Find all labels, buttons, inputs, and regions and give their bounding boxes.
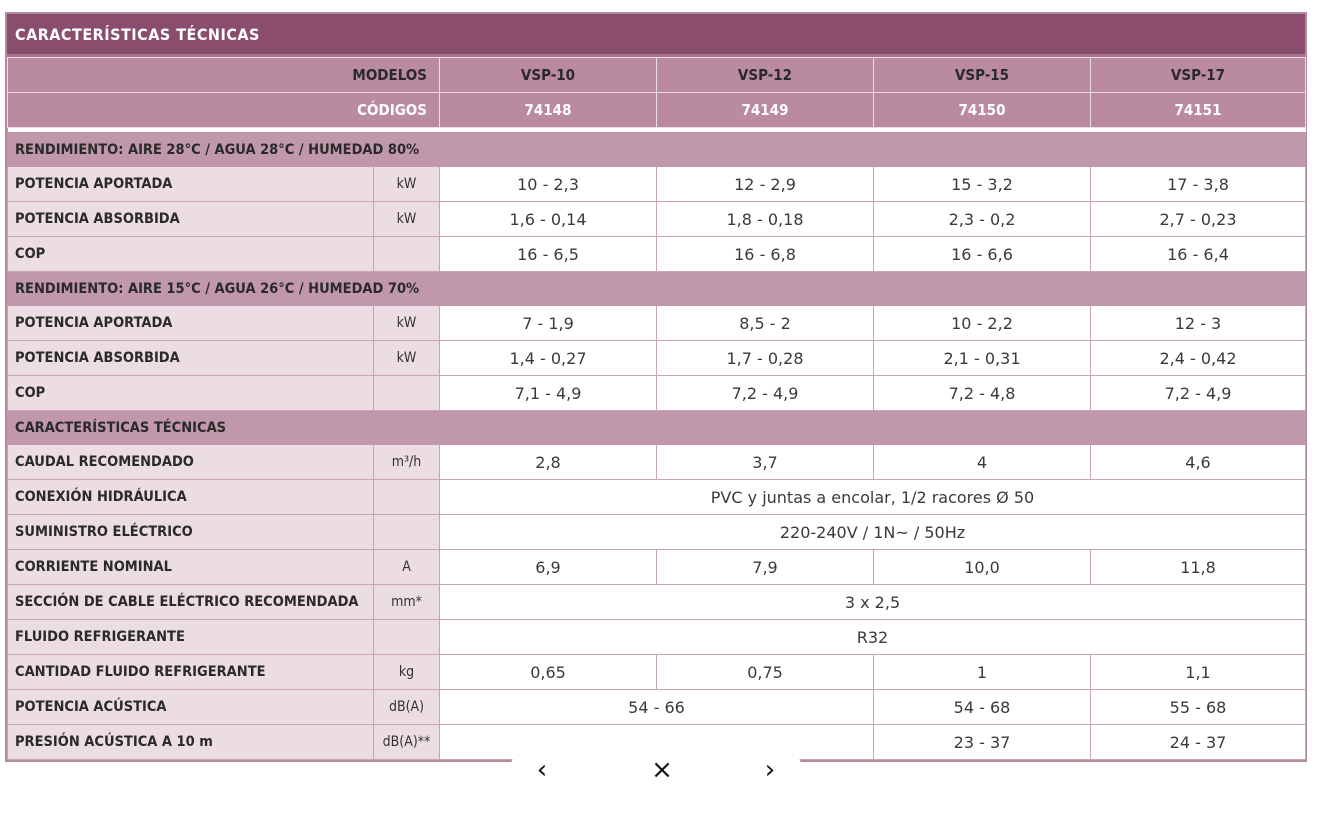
row-label: FLUIDO REFRIGERANTE [8, 620, 374, 655]
table-row [8, 585, 1306, 620]
table-row [8, 202, 1306, 237]
close-button[interactable] [620, 746, 704, 794]
value-cell: 1,7 - 0,28 [657, 341, 874, 376]
codes-row [8, 93, 1306, 128]
model-vsp-10: VSP-10 [440, 58, 657, 93]
codes-label: CÓDIGOS [8, 93, 440, 128]
row-unit: mm* [374, 585, 440, 620]
value-cell: 1,8 - 0,18 [657, 202, 874, 237]
value-cell: 0,75 [657, 655, 874, 690]
value-cell: 54 - 68 [874, 690, 1091, 725]
value-cell: 0,65 [440, 655, 657, 690]
value-cell: 2,1 - 0,31 [874, 341, 1091, 376]
row-unit: A [374, 550, 440, 585]
value-cell: 10 - 2,3 [440, 167, 657, 202]
row-unit [374, 376, 440, 411]
value-cell: 4 [874, 445, 1091, 480]
value-cell: 1 [874, 655, 1091, 690]
value-cell: 1,1 [1091, 655, 1306, 690]
row-label: COP [8, 376, 374, 411]
models-label: MODELOS [8, 58, 440, 93]
row-label: SECCIÓN DE CABLE ELÉCTRICO RECOMENDADA [8, 585, 374, 620]
row-unit: kW [374, 306, 440, 341]
chevron-right-icon: › [764, 755, 776, 785]
section-header [8, 272, 1306, 306]
value-cell: 16 - 6,5 [440, 237, 657, 272]
row-unit [374, 237, 440, 272]
code-cell: 74148 [440, 93, 657, 128]
value-cell: 15 - 3,2 [874, 167, 1091, 202]
model-vsp-17: VSP-17 [1091, 58, 1306, 93]
value-cell: 3,7 [657, 445, 874, 480]
row-label: CORRIENTE NOMINAL [8, 550, 374, 585]
table-row [8, 306, 1306, 341]
sheet-title: CARACTERÍSTICAS TÉCNICAS [7, 14, 1305, 57]
code-cell: 74150 [874, 93, 1091, 128]
next-button[interactable] [738, 746, 802, 794]
table-row [8, 515, 1306, 550]
previous-button[interactable] [510, 746, 574, 794]
value-cell: 12 - 3 [1091, 306, 1306, 341]
value-cell: 220-240V / 1N~ / 50Hz [440, 515, 1306, 550]
row-label: SUMINISTRO ELÉCTRICO [8, 515, 374, 550]
value-cell: PVC y juntas a encolar, 1/2 racores Ø 50 [440, 480, 1306, 515]
code-cell: 74151 [1091, 93, 1306, 128]
value-cell: 8,5 - 2 [657, 306, 874, 341]
value-cell: 2,3 - 0,2 [874, 202, 1091, 237]
row-label: CANTIDAD FLUIDO REFRIGERANTE [8, 655, 374, 690]
table-row [8, 445, 1306, 480]
close-icon: × [651, 755, 673, 785]
row-label: POTENCIA APORTADA [8, 167, 374, 202]
value-cell: 3 x 2,5 [440, 585, 1306, 620]
row-unit: kg [374, 655, 440, 690]
value-cell: 7,9 [657, 550, 874, 585]
specs-table [7, 57, 1306, 760]
value-cell: 2,8 [440, 445, 657, 480]
model-vsp-15: VSP-15 [874, 58, 1091, 93]
value-cell: 2,4 - 0,42 [1091, 341, 1306, 376]
value-cell: 1,6 - 0,14 [440, 202, 657, 237]
row-label: POTENCIA ABSORBIDA [8, 341, 374, 376]
value-cell: 10 - 2,2 [874, 306, 1091, 341]
table-row [8, 237, 1306, 272]
model-vsp-12: VSP-12 [657, 58, 874, 93]
section1-title: RENDIMIENTO: AIRE 28°C / AGUA 28°C / HUMEDAD 80% [8, 133, 1306, 167]
value-cell: 7,2 - 4,9 [657, 376, 874, 411]
code-cell: 74149 [657, 93, 874, 128]
value-cell: 11,8 [1091, 550, 1306, 585]
row-unit [374, 620, 440, 655]
gallery-controls [510, 746, 810, 796]
row-label: PRESIÓN ACÚSTICA A 10 m [8, 725, 374, 760]
value-cell: 10,0 [874, 550, 1091, 585]
value-cell: 7,2 - 4,8 [874, 376, 1091, 411]
value-cell: 7,2 - 4,9 [1091, 376, 1306, 411]
table-row [8, 167, 1306, 202]
table-row [8, 690, 1306, 725]
row-unit: m³/h [374, 445, 440, 480]
value-cell: 7,1 - 4,9 [440, 376, 657, 411]
row-label: CAUDAL RECOMENDADO [8, 445, 374, 480]
row-label: POTENCIA ABSORBIDA [8, 202, 374, 237]
section2-title: RENDIMIENTO: AIRE 15°C / AGUA 26°C / HUMEDAD 70% [8, 272, 1306, 306]
value-cell: 4,6 [1091, 445, 1306, 480]
specs-sheet [5, 12, 1307, 762]
table-row [8, 376, 1306, 411]
row-unit [374, 515, 440, 550]
row-unit [374, 480, 440, 515]
section-header [8, 133, 1306, 167]
section3-title: CARACTERÍSTICAS TÉCNICAS [8, 411, 1306, 445]
row-label: POTENCIA APORTADA [8, 306, 374, 341]
chevron-left-icon: ‹ [536, 755, 548, 785]
value-cell: 7 - 1,9 [440, 306, 657, 341]
row-label: POTENCIA ACÚSTICA [8, 690, 374, 725]
value-cell: 2,7 - 0,23 [1091, 202, 1306, 237]
row-unit: kW [374, 202, 440, 237]
value-cell: 24 - 37 [1091, 725, 1306, 760]
value-cell: 17 - 3,8 [1091, 167, 1306, 202]
table-row [8, 655, 1306, 690]
value-cell: 1,4 - 0,27 [440, 341, 657, 376]
row-unit: dB(A)** [374, 725, 440, 760]
row-label: COP [8, 237, 374, 272]
value-cell: 23 - 37 [874, 725, 1091, 760]
row-unit: kW [374, 167, 440, 202]
table-row [8, 550, 1306, 585]
table-row [8, 620, 1306, 655]
value-cell: R32 [440, 620, 1306, 655]
models-row [8, 58, 1306, 93]
section-header [8, 411, 1306, 445]
value-cell: 12 - 2,9 [657, 167, 874, 202]
row-label: CONEXIÓN HIDRÁULICA [8, 480, 374, 515]
value-cell: 55 - 68 [1091, 690, 1306, 725]
row-unit: kW [374, 341, 440, 376]
value-cell: 6,9 [440, 550, 657, 585]
value-cell: 16 - 6,4 [1091, 237, 1306, 272]
value-cell: 54 - 66 [440, 690, 874, 725]
table-row [8, 480, 1306, 515]
value-cell: 16 - 6,6 [874, 237, 1091, 272]
value-cell: 16 - 6,8 [657, 237, 874, 272]
row-unit: dB(A) [374, 690, 440, 725]
table-row [8, 341, 1306, 376]
